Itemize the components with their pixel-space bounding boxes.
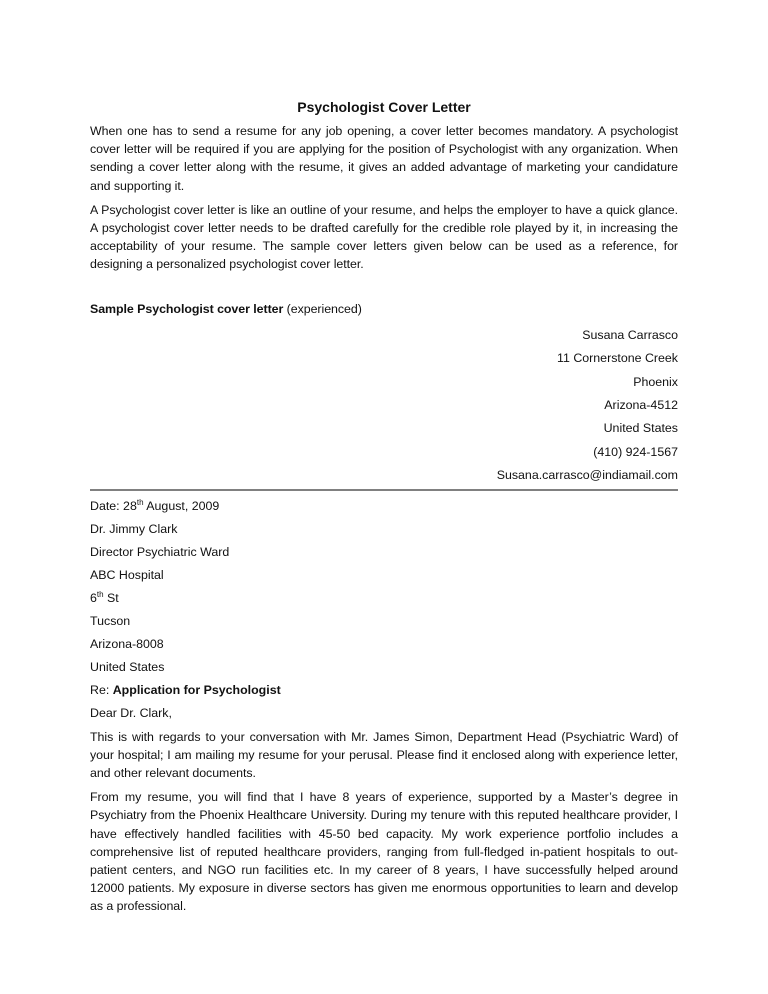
salutation: Dear Dr. Clark, — [90, 706, 172, 721]
intro-paragraph-1: When one has to send a resume for any job opening, a cover letter becomes mandatory. A psychologist cover letter will be required if you are applying for the position of Psychologist with any organization. When sending a cover letter along with the resume, it gives an added advantage of marketing your candidature and supporting it. — [90, 124, 678, 193]
sender-street: 11 Cornerstone Creek — [557, 351, 678, 366]
sender-address-block — [90, 324, 678, 488]
street-number: 6 — [90, 590, 97, 605]
sender-name: Susana Carrasco — [582, 327, 678, 342]
body-paragraph-1: This is with regards to your conversation with Mr. James Simon, Department Head (Psychiatric Ward) of your hospital; I am mailing my resume for your perusal. Please find it enclosed along with experience letter, and other relevant documents. — [90, 729, 678, 780]
recipient-street — [90, 587, 678, 610]
re-prefix: Re: — [90, 683, 113, 698]
date-ordinal: th — [136, 497, 144, 507]
recipient-organization: ABC Hospital — [90, 567, 164, 582]
sender-email: Susana.carrasco@indiamail.com — [496, 468, 678, 483]
recipient-state-zip: Arizona-8008 — [90, 637, 164, 652]
date-prefix: Date: 28 — [90, 498, 137, 513]
recipient-country: United States — [90, 660, 165, 675]
sample-heading-qualifier: (experienced) — [283, 301, 362, 316]
sample-heading — [90, 300, 678, 318]
intro-paragraph-2: A Psychologist cover letter is like an outline of your resume, and helps the employer to have a quick glance. A psychologist cover letter needs to be drafted carefully for the credible role played by it, in increasing the acceptability of your resume. The sample cover letters given below can be used as a reference, for designing a personalized psychologist cover letter. — [90, 202, 678, 272]
street-ordinal: th — [96, 589, 104, 599]
re-subject: Application for Psychologist — [112, 683, 281, 698]
recipient-city: Tucson — [90, 614, 131, 629]
body-paragraph-2: From my resume, you will find that I have 8 years of experience, supported by a Master’s degree in Psychiatry from the Phoenix Healthcare University. During my tenure with this reputed healthcare provider, I have effectively handled facilities with 45-50 bed capacity. My work experience portfolio includes a comprehensive list of reputed healthcare providers, ranging from full-fledged in-patient hospitals to out-patient centers, and NGO run facilities etc. In my career of 8 years, I have successfully helped around 12000 patients. My exposure in diverse sectors has given me enormous opportunities to learn and develop as a professional. — [90, 790, 678, 914]
recipient-block — [90, 495, 678, 726]
date-suffix: August, 2009 — [143, 498, 220, 513]
re-line — [90, 679, 678, 702]
sender-phone: (410) 924-1567 — [593, 444, 678, 459]
document-page — [90, 98, 678, 922]
horizontal-divider — [90, 489, 678, 491]
sender-city: Phoenix — [633, 374, 678, 389]
sender-country: United States — [603, 421, 678, 436]
sender-state-zip: Arizona-4512 — [604, 398, 678, 412]
document-title: Psychologist Cover Letter — [297, 99, 471, 115]
street-suffix: St — [103, 590, 119, 605]
sample-heading-bold: Sample Psychologist cover letter — [90, 301, 284, 316]
letter-date — [90, 495, 678, 518]
recipient-name: Dr. Jimmy Clark — [90, 521, 178, 536]
recipient-title: Director Psychiatric Ward — [90, 544, 230, 559]
